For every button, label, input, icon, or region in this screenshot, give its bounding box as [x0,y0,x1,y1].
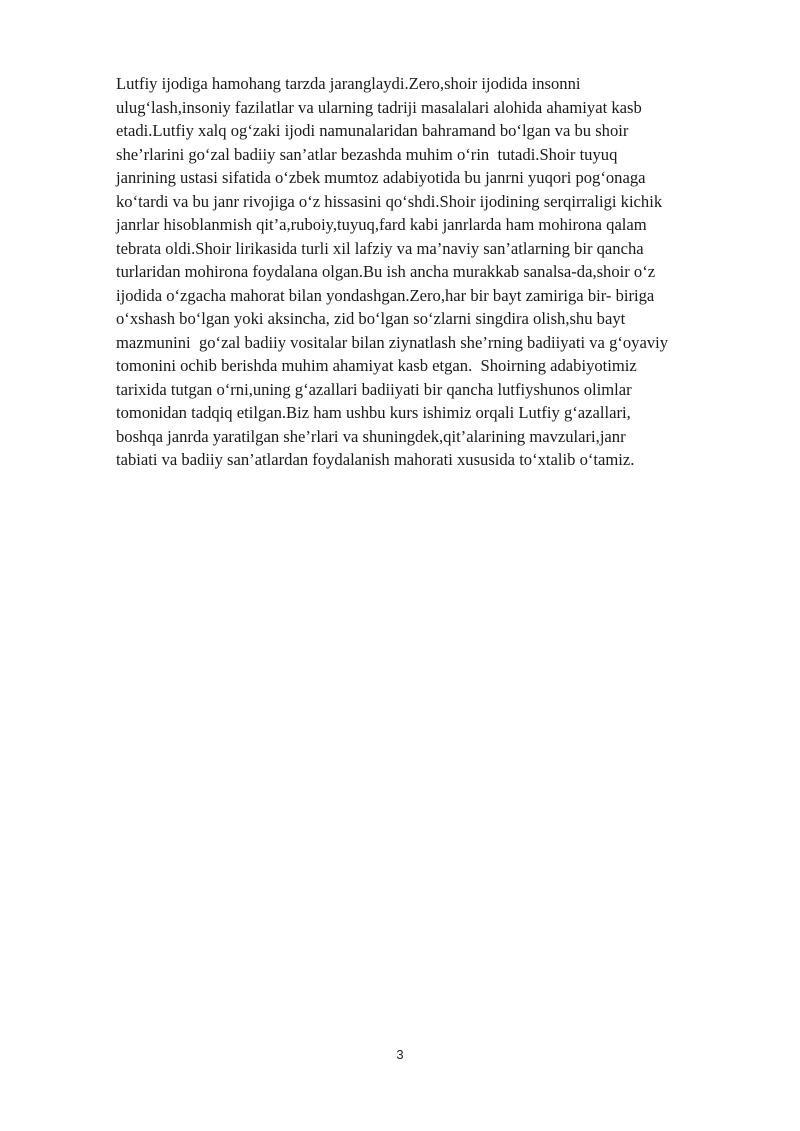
paragraph-line-10: ijodida o‘zgacha mahorat bilan yondashgan.Zero,har bir bayt zamiriga bir- biriga [116,285,655,305]
paragraph-line-12: mazmunini go‘zal badiiy vositalar bilan ziynatlash she’rning badiiyati va g‘oyaviy [116,332,669,352]
paragraph-line-16: boshqa janrda yaratilgan she’rlari va shuningdek,qit’alarining mavzulari,janr [116,426,626,446]
paragraph-line-15: tomonidan tadqiq etilgan.Biz ham ushbu kurs ishimiz orqali Lutfiy g‘azallari, [116,403,631,422]
paragraph-line-5: janrining ustasi sifatida o‘zbek mumtoz adabiyotida bu janrni yuqori pog‘onaga [116,168,646,187]
paragraph-line-8: tebrata oldi.Shoir lirikasida turli xil lafziy va ma’naviy san’atlarning bir qancha [116,238,644,258]
body-paragraph [116,72,746,472]
paragraph-line-7: janrlar hisoblanmish qit’a,ruboiy,tuyuq,fard kabi janrlarda ham mohirona qalam [116,215,647,234]
paragraph-line-9: turlaridan mohirona foydalana olgan.Bu ish ancha murakkab sanalsa-da,shoir o‘z [116,262,656,281]
page-number: 3 [396,1047,404,1062]
paragraph-line-17: tabiati va badiiy san’atlardan foydalanish mahorati xususida to‘xtalib o‘tamiz. [116,450,635,469]
paragraph-line-11: o‘xshash bo‘lgan yoki aksincha, zid bo‘lgan so‘zlarni singdira olish,shu bayt [116,309,626,328]
paragraph-line-14: tarixida tutgan o‘rni,uning g‘azallari badiiyati bir qancha lutfiyshunos olimlar [116,379,632,399]
paragraph-line-1: Lutfiy ijodiga hamohang tarzda jaranglaydi.Zero,shoir ijodida insonni [116,74,581,93]
paragraph-line-3: etadi.Lutfiy xalq og‘zaki ijodi namunalaridan bahramand bo‘lgan va bu shoir [116,121,629,140]
paragraph-line-2: ulug‘lash,insoniy fazilatlar va ularning tadriji masalalari alohida ahamiyat kasb [116,97,642,117]
paragraph-line-13: tomonini ochib berishda muhim ahamiyat kasb etgan. Shoirning adabiyotimiz [116,356,637,375]
paragraph-line-4: she’rlarini go‘zal badiiy san’atlar bezashda muhim o‘rin tutadi.Shoir tuyuq [116,144,618,164]
paragraph-line-6: ko‘tardi va bu janr rivojiga o‘z hissasini qo‘shdi.Shoir ijodining serqirraligi kichik [116,191,663,211]
